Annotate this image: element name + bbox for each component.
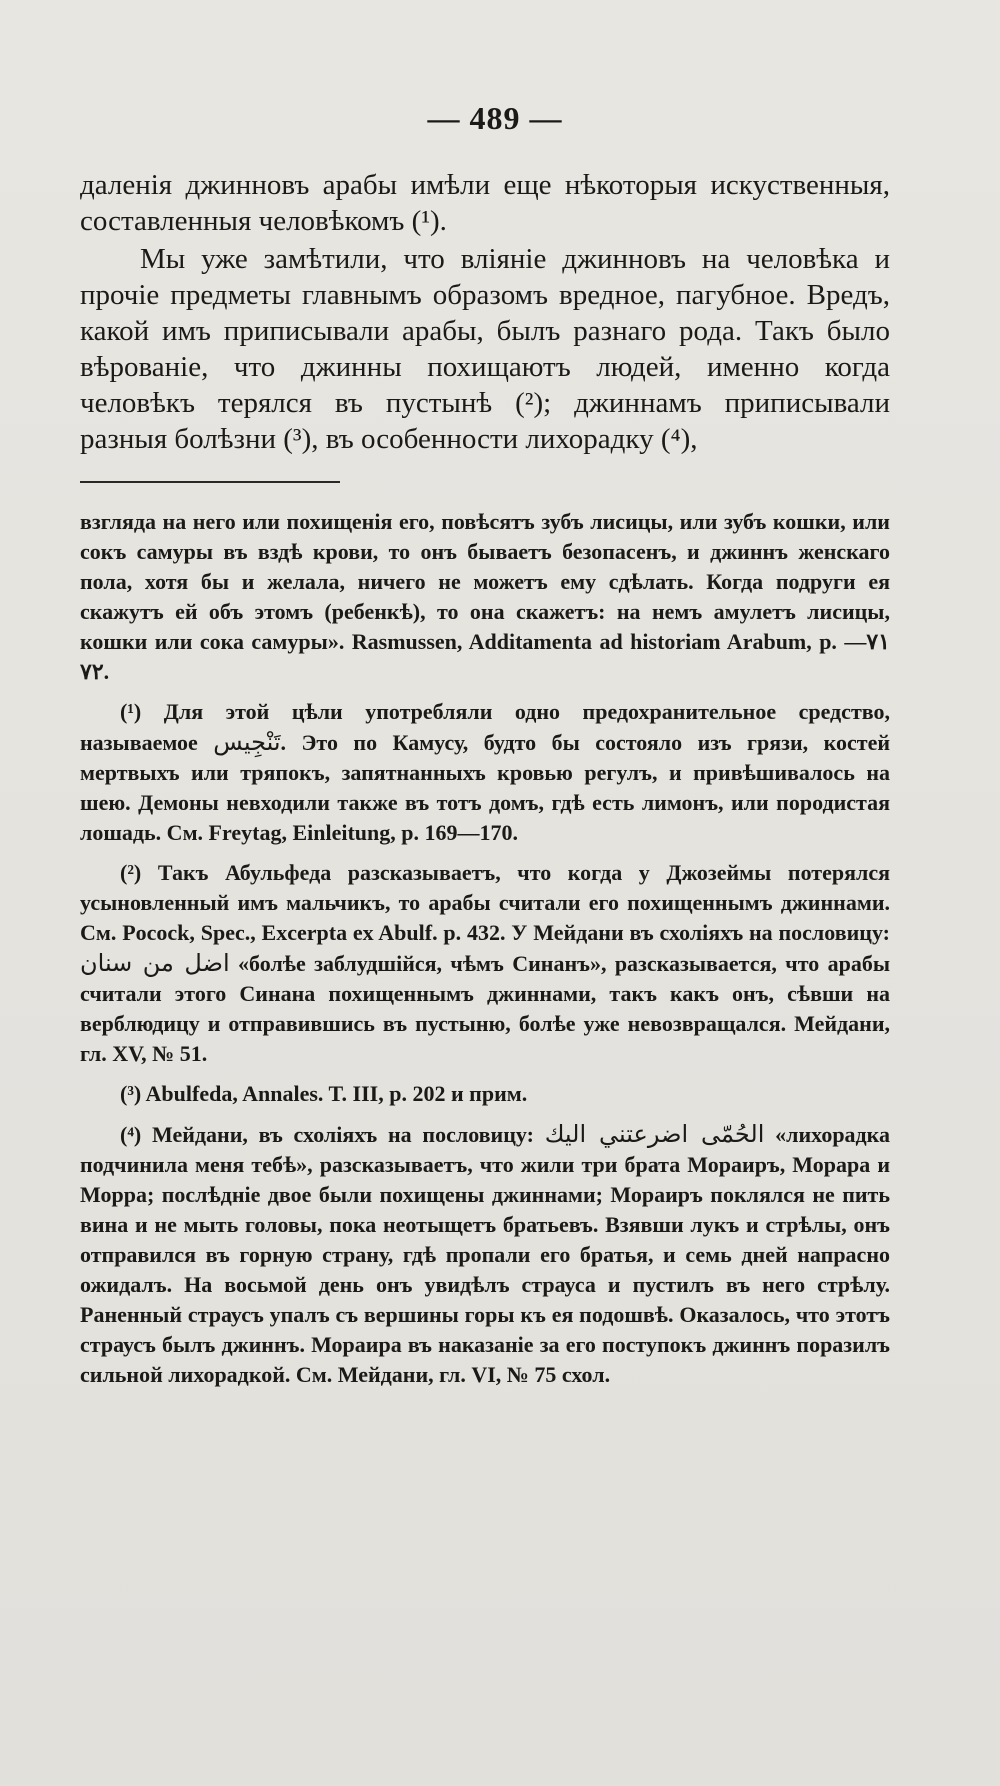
footnote-continuation: взгляда на него или похищенія его, повѣсятъ зубъ лисицы, или зубъ кошки, или сокъ самуры въ вздѣ крови, то онъ бываетъ безопасенъ, и джиннъ женскаго пола, хотя бы и желала, ничего не можетъ ему сдѣлать. Когда подруги ея скажутъ ей объ этомъ (ребенкѣ), то она скажетъ: на немъ амулетъ лисицы, кошки или сока самуры». Rasmussen, Additamenta ad historiam Arabum, p. ٧١—٧٢. [80, 509, 890, 684]
footnote-2-text-a: (²) Такъ Абульфеда разсказываетъ, что когда у Джозеймы потерялся усыновленный имъ мальчикъ, то арабы считали его похищеннымъ джиннами. См. Pocock, Spec., Excerpta ex Abulf. p. 432. У Мейдани въ схоліяхъ на пословицу: [80, 860, 890, 945]
footnotes [80, 507, 890, 1390]
footnote-1-arabic: تَنْجِيس [213, 728, 281, 756]
main-text [80, 167, 890, 457]
footnote-2-text-b: «болѣе заблудшійся, чѣмъ Синанъ», разсказывается, что арабы считали этого Синана похищеннымъ джиннами, такъ какъ онъ, сѣвши на верблюдицу и отправившись въ пустыню, болѣе уже невозвращался. Мейдани, гл. XV, № 51. [80, 951, 890, 1066]
footnote-1 [80, 697, 890, 848]
footnote-4 [80, 1119, 890, 1390]
footnote-4-text-a: (⁴) Мейдани, въ схоліяхъ на пословицу: [120, 1122, 534, 1147]
footnote-2 [80, 858, 890, 1069]
footnote-4-arabic: الحُمّى اضرعتني اليك [544, 1120, 765, 1148]
page-number: — 489 — [427, 100, 563, 136]
footnote-2-arabic: اضل من سنان [80, 949, 230, 977]
footnote-1-text-b: . Это по Камусу, будто бы состояло изъ грязи, костей мертвыхъ или тряпокъ, запятнанныхъ кровью регулъ, и привѣшивалось на шею. Демоны невходили также въ тотъ домъ, гдѣ есть лимонъ, или породистая лошадь. См. Freytag, Einleitung, p. 169—170. [80, 730, 891, 845]
footnote-divider [80, 481, 340, 483]
footnote-1-text-a: (¹) Для этой цѣли употребляли одно предохранительное средство, называемое [80, 699, 890, 755]
paragraph-continuation: даленія джинновъ арабы имѣли еще нѣкоторыя искуственныя, составленныя человѣкомъ (¹). [80, 169, 890, 237]
footnote-4-text-b: «лихорадка подчинила меня тебѣ», разсказываетъ, что жили три брата Мораиръ, Морара и Морра; послѣдніе двое были похищены джиннами; Мораиръ поклялся не пить вина и не мыть головы, пока неотыщетъ братьевъ. Взявши лукъ и стрѣлы, онъ отправился въ горную страну, гдѣ пропали его братья, и семь дней напрасно ожидалъ. На восьмой день онъ увидѣлъ страуса и пустилъ въ него стрѣлу. Раненный страусъ упалъ съ вершины горы къ ея подошвѣ. Оказалось, что этотъ страусъ былъ джиннъ. Мораира въ наказаніе за его поступокъ джиннъ поразилъ сильной лихорадкой. См. Мейдани, гл. VI, № 75 схол. [80, 1122, 891, 1387]
paragraph-jinn-harm: Мы уже замѣтили, что вліяніе джинновъ на человѣка и прочіе предметы главнымъ образомъ вредное, пагубное. Вредъ, какой имъ приписывали арабы, былъ разнаго рода. Такъ было вѣрованіе, что джинны похищаютъ людей, именно когда человѣкъ терялся въ пустынѣ (²); джиннамъ приписывали разныя болѣзни (³), въ особенности лихорадку (⁴), [80, 243, 890, 455]
footnote-3: (³) Abulfeda, Annales. T. III, p. 202 и прим. [120, 1081, 528, 1106]
